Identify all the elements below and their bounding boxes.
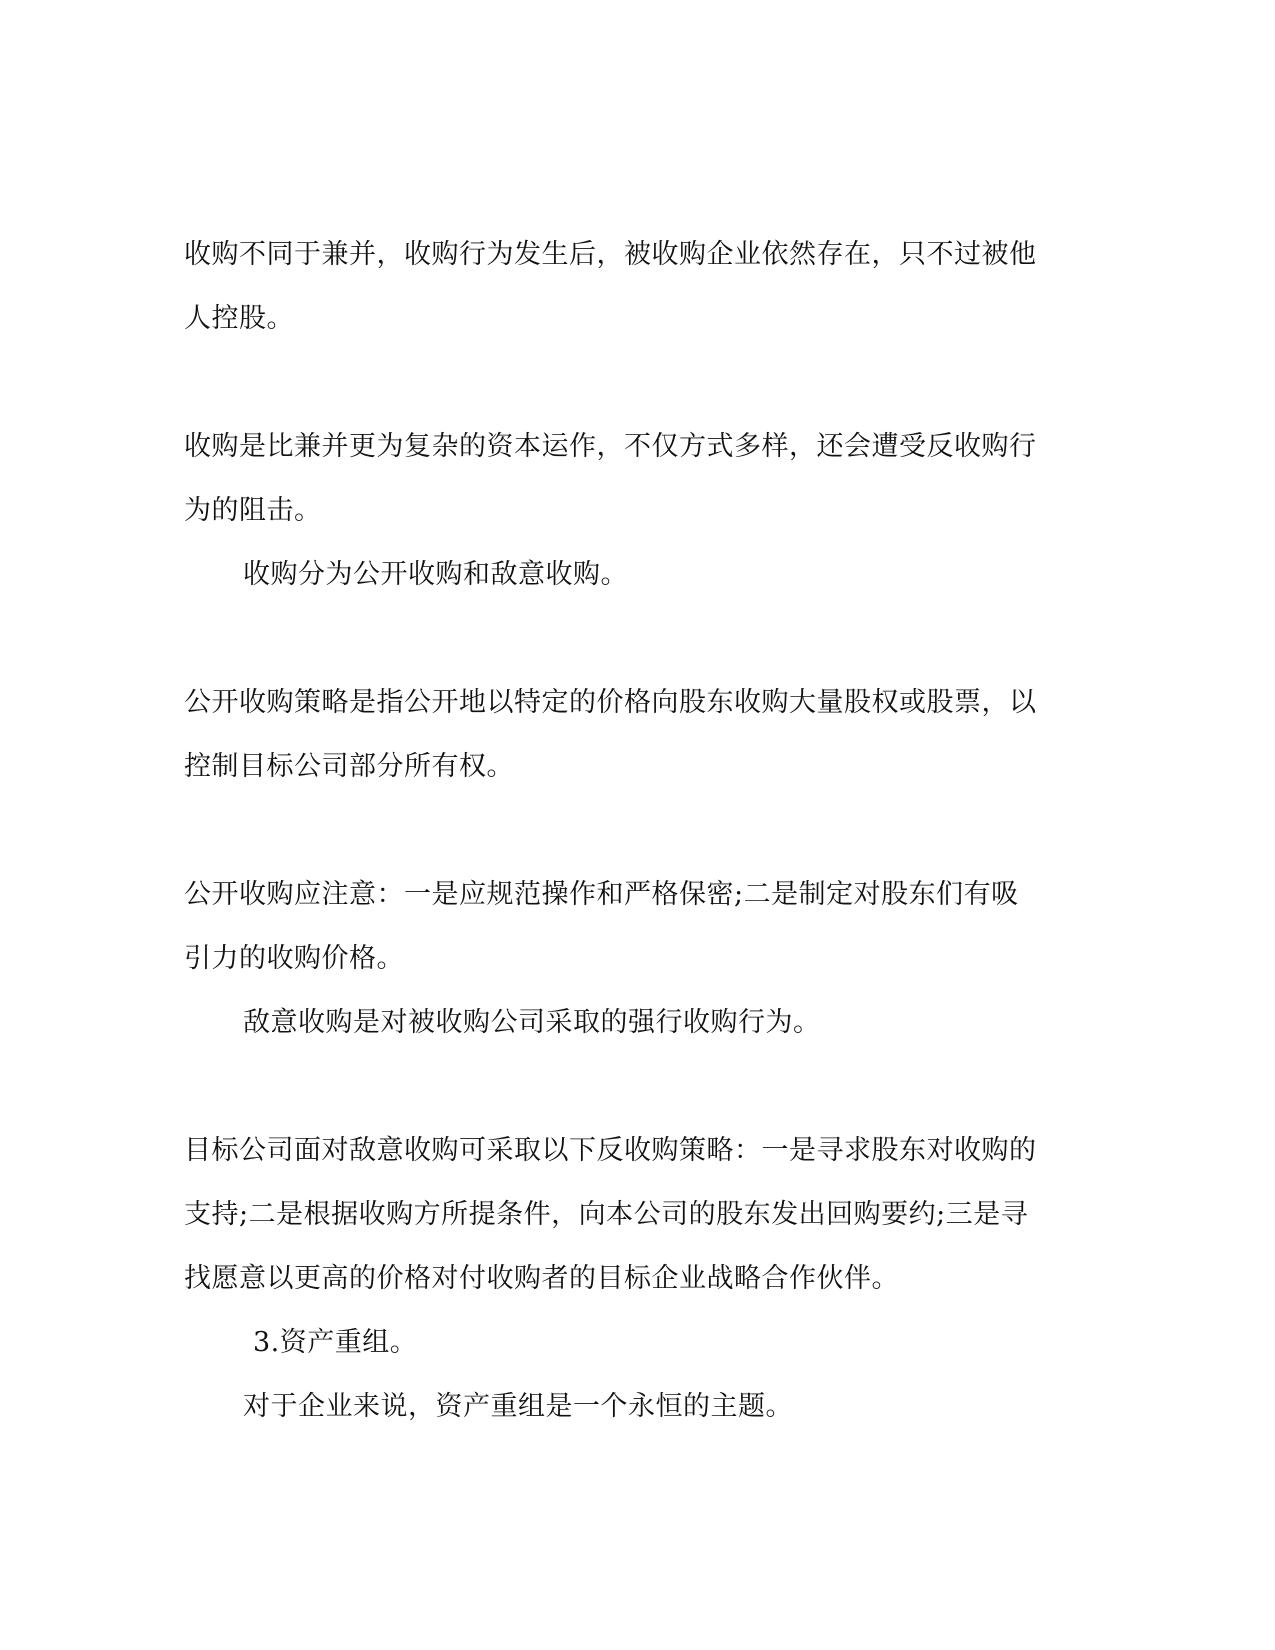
paragraph-line: 敌意收购是对被收购公司采取的强行收购行为。 [243,1007,821,1038]
paragraph-line: 公开收购策略是指公开地以特定的价格向股东收购大量股权或股票，以 [184,687,1037,718]
paragraph-line: 对于企业来说，资产重组是一个永恒的主题。 [243,1391,793,1422]
paragraph-line: 支持;二是根据收购方所提条件，向本公司的股东发出回购要约;三是寻 [184,1199,1029,1230]
paragraph-line: 收购分为公开收购和敌意收购。 [243,559,628,590]
paragraph-line: 收购不同于兼并，收购行为发生后，被收购企业依然存在，只不过被他 [184,239,1037,270]
paragraph-line: 目标公司面对敌意收购可采取以下反收购策略：一是寻求股东对收购的 [184,1135,1037,1166]
paragraph-line: 为的阻击。 [184,495,322,526]
paragraph-line: 公开收购应注意：一是应规范操作和严格保密;二是制定对股东们有吸 [184,879,1019,910]
paragraph-line: 控制目标公司部分所有权。 [184,751,514,782]
paragraph-line: 引力的收购价格。 [184,943,404,974]
paragraph-line: 收购是比兼并更为复杂的资本运作，不仅方式多样，还会遭受反收购行 [184,431,1037,462]
section-heading: 3.资产重组。 [253,1327,418,1358]
paragraph-line: 找愿意以更高的价格对付收购者的目标企业战略合作伙伴。 [184,1263,899,1294]
paragraph-line: 人控股。 [184,303,294,334]
